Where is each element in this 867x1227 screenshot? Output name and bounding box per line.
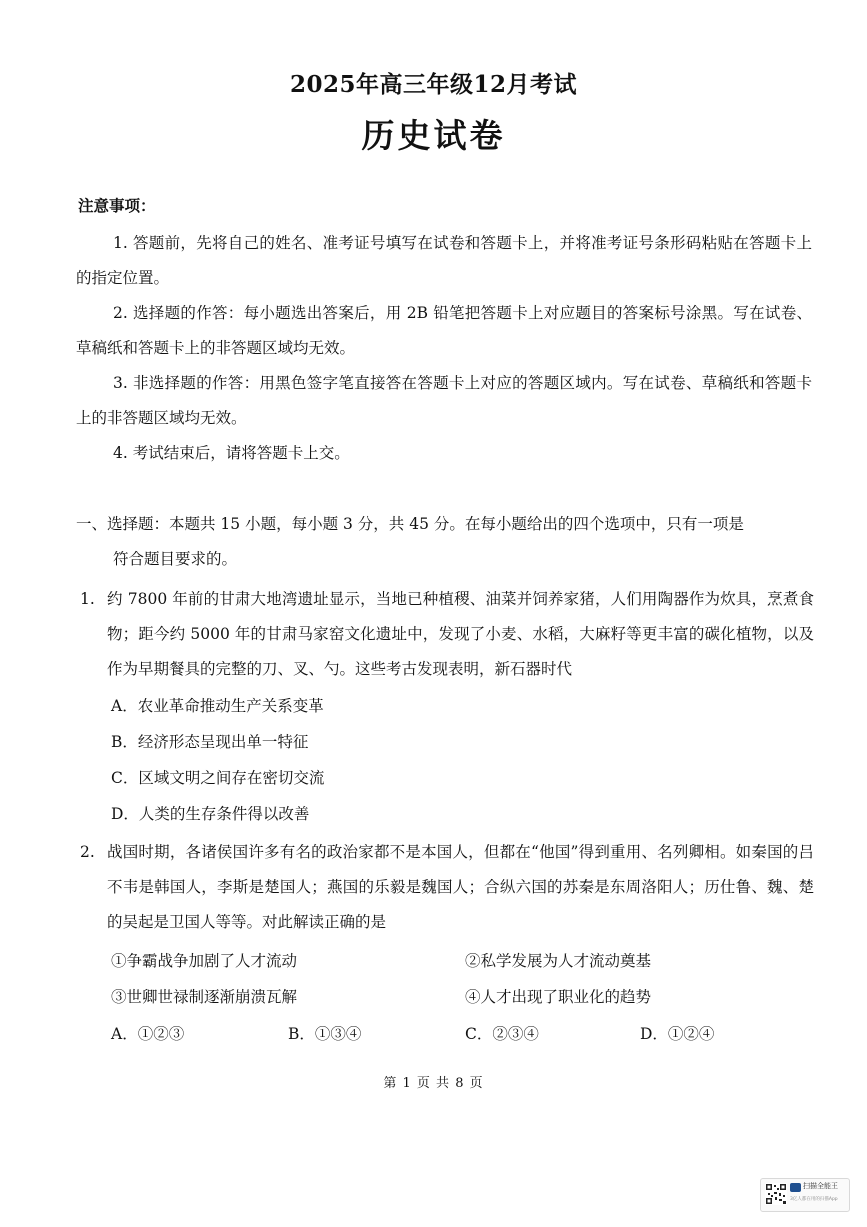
question-2-option-d: D．①②④ <box>640 1025 715 1043</box>
question-1-option-b: B．经济形态呈现出单一特征 <box>111 733 309 751</box>
scanner-app-name: 扫描全能王 <box>803 1182 838 1190</box>
question-number: 1. <box>80 590 95 608</box>
question-2-option-a: A．①②③ <box>111 1025 185 1043</box>
question-2-statement-1: ①争霸战争加剧了人才流动 <box>111 952 298 970</box>
section-heading-line2: 符合题目要求的。 <box>113 550 238 568</box>
question-2-statement-2: ②私学发展为人才流动奠基 <box>465 952 652 970</box>
qr-code-icon <box>765 1183 787 1205</box>
page-number: 第 1 页 共 8 页 <box>383 1076 484 1091</box>
scanner-logo-icon <box>790 1183 801 1192</box>
question-text: 约 7800 年前的甘肃大地湾遗址显示，当地已种植稷、油菜并饲养家猪，人们用陶器作为炊具，烹煮食物；距今约 5000 年的甘肃马家窑文化遗址中，发现了小麦、水稻，大麻籽等更丰富的碳化植物，以及作为早期餐具的完整的刀、叉、勺。这些考古发现表明，新石器时代 <box>107 590 814 678</box>
question-text: 战国时期，各诸侯国许多有名的政治家都不是本国人，但都在“他国”得到重用、名列卿相。如秦国的吕不韦是韩国人，李斯是楚国人；燕国的乐毅是魏国人；合纵六国的苏秦是东周洛阳人；历仕鲁、魏、楚的吴起是卫国人等等。对此解读正确的是 <box>107 843 814 931</box>
scanner-tagline: 3亿人都在用的扫描App <box>790 1197 838 1202</box>
question-1-option-a: A．农业革命推动生产关系变革 <box>111 697 324 715</box>
notice-item-4: 4. 考试结束后，请将答题卡上交。 <box>113 444 350 462</box>
question-1 <box>80 582 814 687</box>
notice-item-2: 2. 选择题的作答：每小题选出答案后，用 2B 铅笔把答题卡上对应题目的答案标号涂黑。写在试卷、草稿纸和答题卡上的非答题区域均无效。 <box>76 304 812 357</box>
section-heading-line1: 一、选择题：本题共 15 小题，每小题 3 分，共 45 分。在每小题给出的四个选项中，只有一项是 <box>76 515 744 533</box>
question-2-statement-4: ④人才出现了职业化的趋势 <box>465 988 652 1006</box>
question-2 <box>80 835 814 940</box>
question-1-option-c: C．区域文明之间存在密切交流 <box>111 769 325 787</box>
question-2-option-b: B．①③④ <box>288 1025 362 1043</box>
question-number: 2. <box>80 843 95 861</box>
question-1-option-d: D．人类的生存条件得以改善 <box>111 805 310 823</box>
scanner-watermark <box>760 1178 850 1212</box>
notice-item-3: 3. 非选择题的作答：用黑色签字笔直接答在答题卡上对应的答题区域内。写在试卷、草稿纸和答题卡上的非答题区域均无效。 <box>76 374 812 427</box>
question-2-statement-3: ③世卿世禄制逐渐崩溃瓦解 <box>111 988 298 1006</box>
notice-item-1: 1. 答题前，先将自己的姓名、准考证号填写在试卷和答题卡上，并将准考证号条形码粘贴在答题卡上的指定位置。 <box>76 234 812 287</box>
exam-title: 2025年高三年级12月考试 <box>289 71 578 98</box>
subject-title: 历史试卷 <box>361 116 506 155</box>
section-heading <box>76 507 814 577</box>
question-2-option-c: C．②③④ <box>465 1025 539 1043</box>
notice-heading: 注意事项： <box>78 196 156 215</box>
